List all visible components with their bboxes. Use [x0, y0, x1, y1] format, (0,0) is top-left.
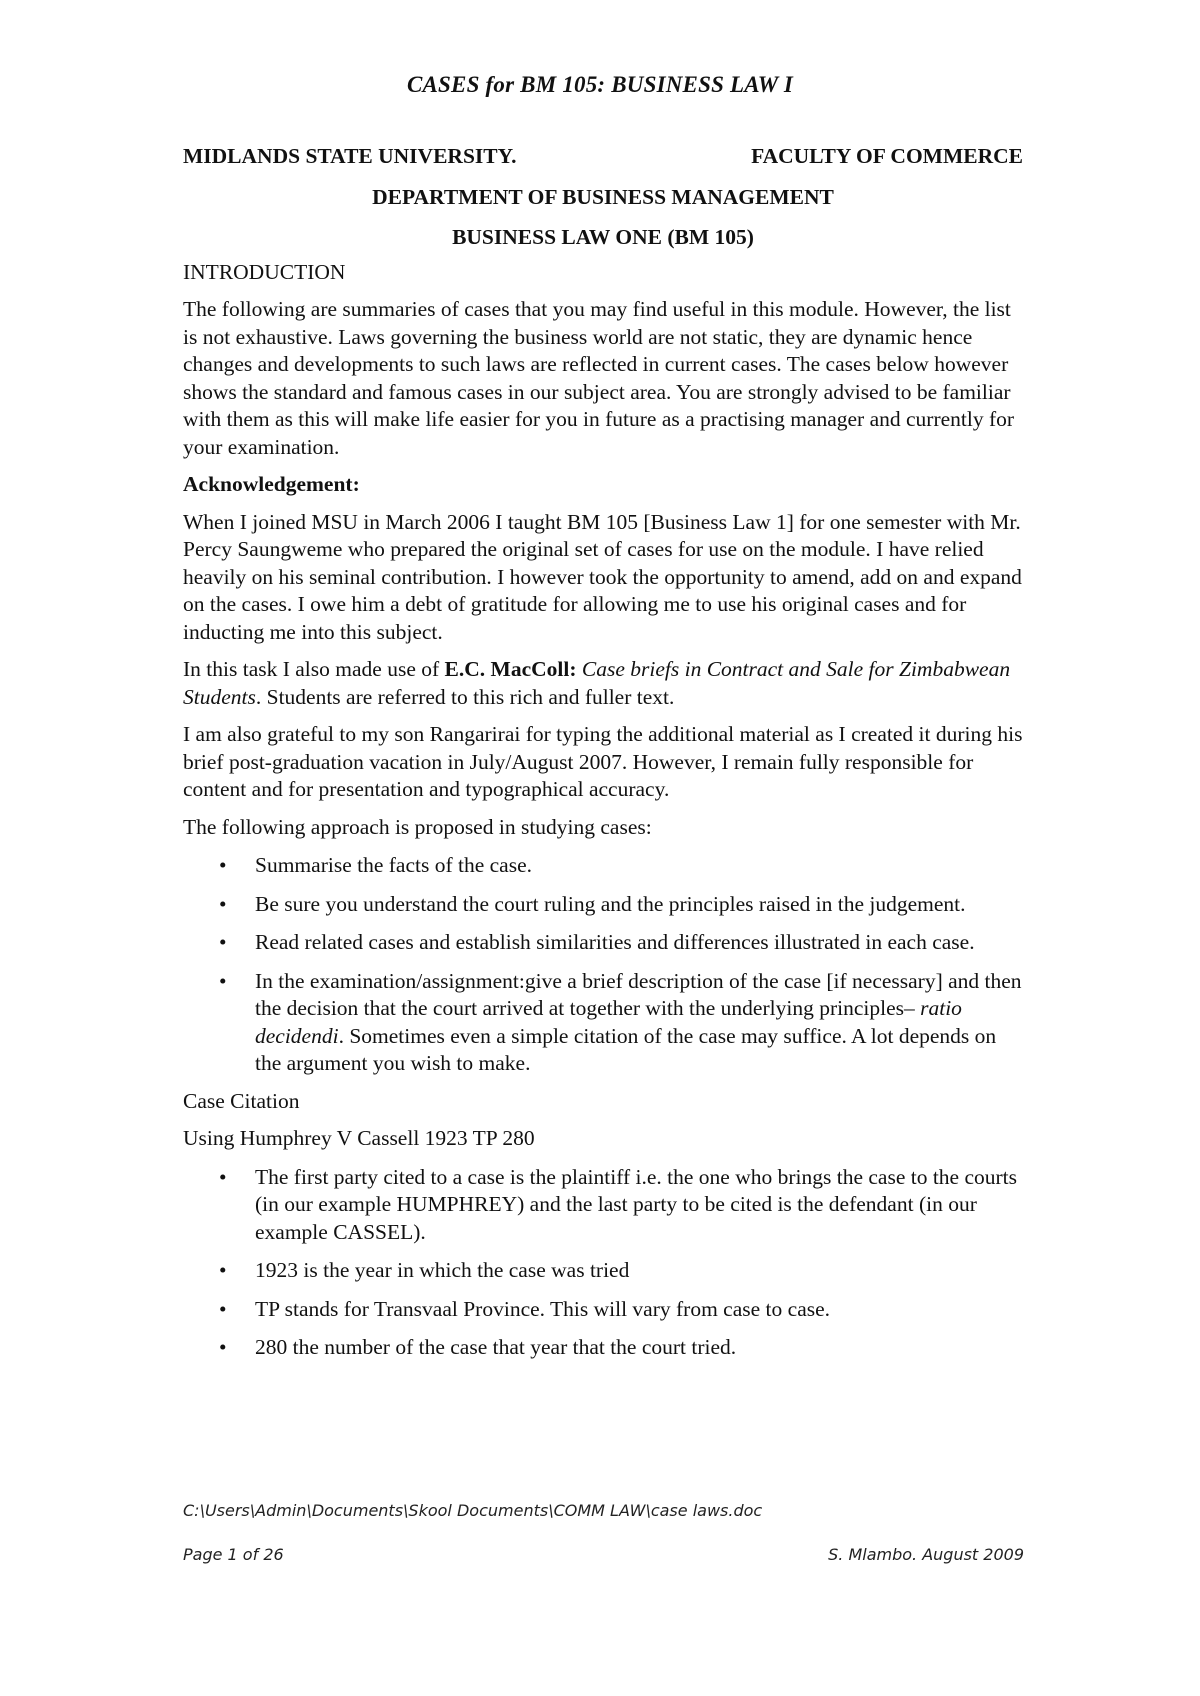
university-name: MIDLANDS STATE UNIVERSITY. — [183, 144, 517, 168]
bullet-icon: • — [219, 1258, 227, 1282]
bullet-icon: • — [219, 1296, 227, 1321]
page-body — [183, 143, 1023, 1362]
bullet-icon: • — [219, 891, 227, 916]
bullet-icon: • — [219, 1164, 227, 1189]
ack-text-post: . Students are referred to this rich and fuller text. — [255, 684, 675, 709]
department-name: DEPARTMENT OF BUSINESS MANAGEMENT — [372, 184, 834, 209]
case-citation-example: Using Humphrey V Cassell 1923 TP 280 — [183, 1126, 535, 1150]
list-item: • 280 the number of the case that year that the court tried. — [183, 1334, 1023, 1362]
bullet-icon: • — [219, 968, 227, 993]
ratio-decidendi-term: ratio decidendi — [255, 996, 962, 1048]
acknowledgement-paragraph-3: I am also grateful to my son Rangarirai for typing the additional material as I created it during his brief post-graduation vacation in July/August 2007. However, I remain fully responsible for content and for presentation and typographical accuracy. — [183, 722, 1023, 801]
course-title: BUSINESS LAW ONE (BM 105) — [452, 225, 754, 249]
footer-page-number: Page 1 of 26 — [183, 1545, 284, 1564]
list-item: • In the examination/assignment:give a brief description of the case [if necessary] and then the decision that the court arrived at together with the underlying principles– ratio decidendi. Sometimes even a simple citation of the case may suffice. A lot depends on the argument you wish to make. — [219, 968, 1022, 1075]
acknowledgement-paragraph-2 — [183, 656, 1023, 711]
approach-intro: The following approach is proposed in studying cases: — [183, 814, 652, 839]
citation-list — [183, 1164, 1023, 1362]
case-citation-heading: Case Citation — [183, 1088, 300, 1113]
list-item: • The first party cited to a case is the plaintiff i.e. the one who brings the case to the courts (in our example HUMPHREY) and the last party to be cited is the defendant (in our example CASSEL). — [219, 1164, 1018, 1244]
bullet-icon: • — [219, 1335, 227, 1359]
list-item: • TP stands for Transvaal Province. This will vary from case to case. — [183, 1296, 1023, 1324]
introduction-paragraph: The following are summaries of cases that you may find useful in this module. However, the list is not exhaustive. Laws governing the business world are not static, they are dynamic hence changes and developments to such laws are reflected in current cases. The cases below however shows the standard and famous cases in our subject area. You are strongly advised to be familiar with them as this will make life easier for you in future as a practising manager and currently for your examination. — [183, 297, 1015, 459]
institution-row — [183, 143, 1023, 171]
list-item: • Read related cases and establish similarities and differences illustrated in each case. — [183, 929, 1023, 957]
bullet-icon: • — [219, 853, 227, 877]
ack-reference-author: E.C. MacColl: — [444, 657, 577, 681]
list-item: • Summarise the facts of the case. — [183, 852, 1023, 880]
acknowledgement-heading: Acknowledgement: — [183, 472, 360, 496]
acknowledgement-paragraph-1: When I joined MSU in March 2006 I taught BM 105 [Business Law 1] for one semester with Mr. Percy Saungweme who prepared the original set of cases for use on the module. I have relied heavily on his seminal contribution. I however took the opportunity to amend, add on and expand on the cases. I owe him a debt of gratitude for allowing me to use his original cases and for inducting me into this subject. — [183, 509, 1022, 644]
faculty-name: FACULTY OF COMMERCE — [751, 144, 1023, 168]
running-header: CASES for BM 105: BUSINESS LAW I — [406, 72, 794, 97]
list-item: • Be sure you understand the court ruling and the principles raised in the judgement. — [183, 891, 1023, 919]
introduction-heading: INTRODUCTION — [183, 259, 346, 284]
ack-reference-title: Case briefs in Contract and Sale for Zimbabwean Students — [183, 657, 1011, 709]
ack-text-pre: In this task I also made use of — [183, 657, 445, 681]
footer-author-date: S. Mlambo. August 2009 — [828, 1545, 1024, 1564]
list-item: • 1923 is the year in which the case was tried — [183, 1257, 1023, 1285]
bullet-icon: • — [219, 930, 227, 954]
footer-file-path: C:\Users\Admin\Documents\Skool Documents\COMM LAW\case laws.doc — [183, 1501, 763, 1520]
approach-list — [183, 852, 1023, 1078]
